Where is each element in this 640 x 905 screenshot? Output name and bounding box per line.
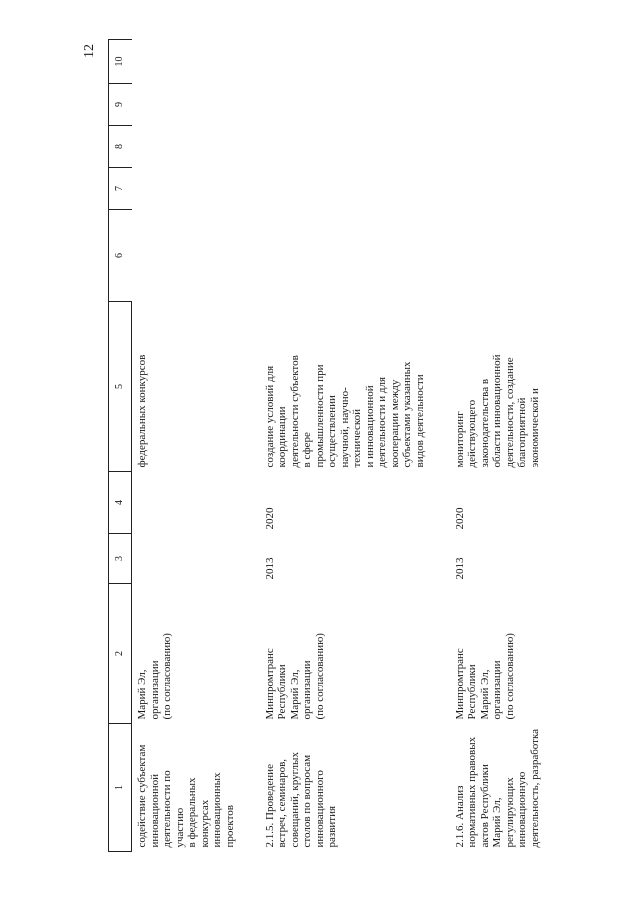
- row-3-result: мониторинг действующего законодательства в области инновационной деятельности, создание благоприятной экономической и: [453, 354, 541, 468]
- col-header-6: 6: [109, 210, 132, 302]
- page-number: 12: [82, 44, 97, 58]
- row-3-end-year: 2020: [453, 507, 466, 530]
- table-row: [260, 40, 450, 852]
- col-header-4: 4: [109, 472, 132, 534]
- col-header-10: 10: [109, 40, 132, 84]
- col-header-3: 3: [109, 534, 132, 584]
- row-2-start-year: 2013: [263, 557, 276, 580]
- row-2-activity: 2.1.5. Проведение встреч, семинаров, совещаний, круглых столов по вопросам инновационного развития: [263, 752, 338, 848]
- row-3-start-year: 2013: [453, 557, 466, 580]
- row-2-result: создание условий для координации деятельности субъектов в сфере промышленности при осуществлении научной, научно- технической и инновационной деятельности и для кооперации между субъектами указанных видов деятельности: [263, 355, 426, 468]
- table-row: [132, 40, 260, 852]
- row-1-end-year: [132, 472, 260, 534]
- rotated-table-container: [108, 40, 546, 852]
- row-1-start-year: [132, 534, 260, 584]
- col-header-1: 1: [109, 724, 132, 852]
- row-1-activity: содействие субъектам инновационной деятельности по участию в федеральных конкурсах инновационных проектов: [136, 744, 236, 848]
- row-3-activity: 2.1.6. Анализ нормативных правовых актов Республики Марий Эл, регулирующих инновационную деятельность, разработка: [453, 728, 541, 848]
- program-table: [108, 39, 547, 852]
- row-1-result: федеральных конкурсов: [136, 354, 148, 468]
- row-2-executor: Минпромтранс Республики Марий Эл, организации (по согласованию): [263, 633, 326, 720]
- col-header-8: 8: [109, 126, 132, 168]
- col-header-9: 9: [109, 84, 132, 126]
- row-2-end-year: 2020: [263, 507, 276, 530]
- col-header-5: 5: [109, 302, 132, 472]
- row-3-executor: Минпромтранс Республики Марий Эл, организации (по согласованию): [453, 633, 516, 720]
- header-row: [109, 40, 132, 852]
- table-row: [450, 40, 548, 852]
- row-1-executor: Марий Эл, организации (по согласованию): [136, 633, 173, 720]
- col-header-2: 2: [109, 584, 132, 724]
- col-header-7: 7: [109, 168, 132, 210]
